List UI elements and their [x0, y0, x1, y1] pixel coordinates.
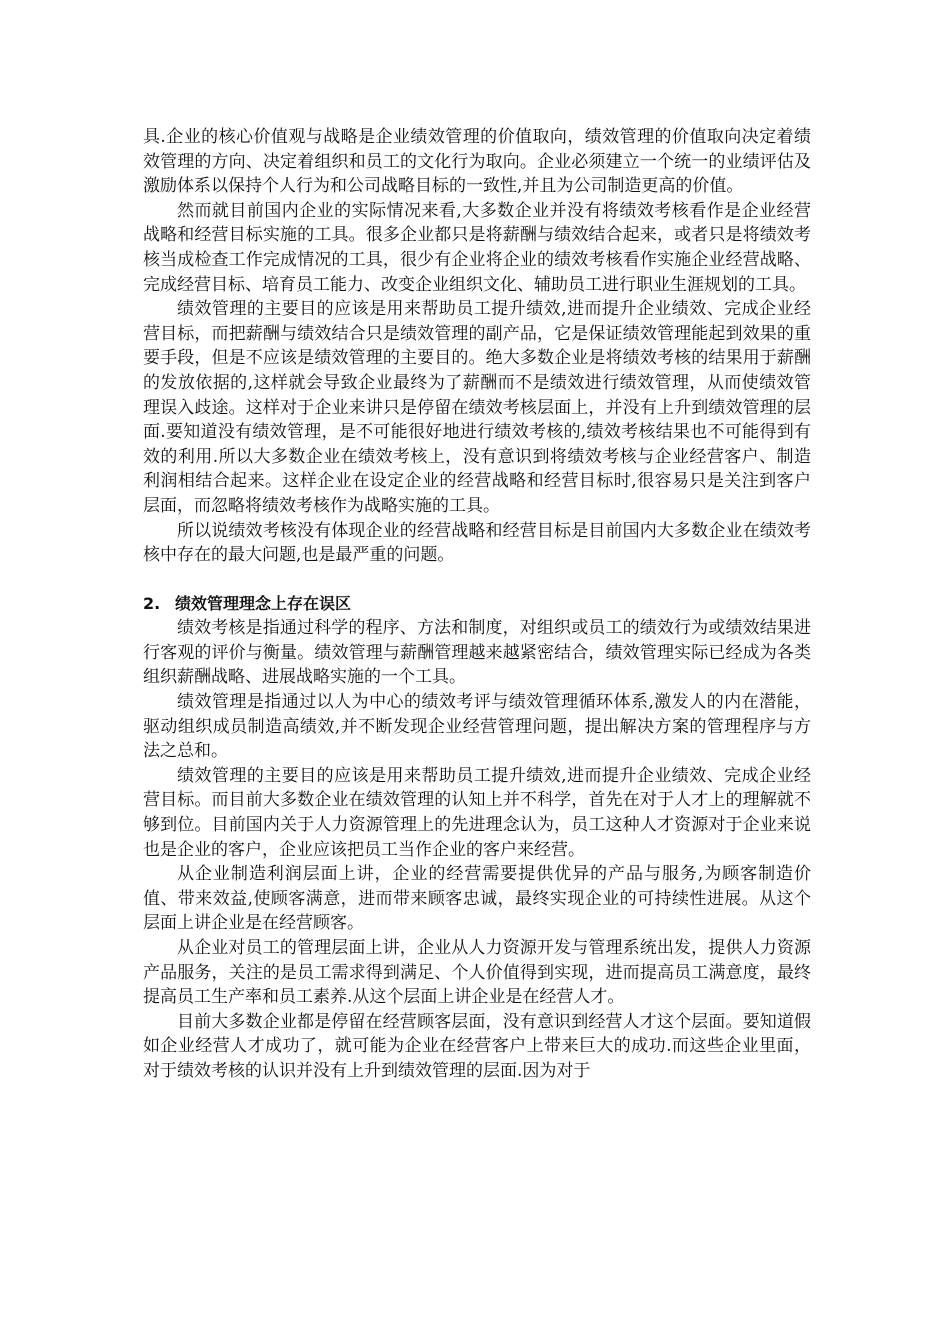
- paragraph: 从企业对员工的管理层面上讲，企业从人力资源开发与管理系统出发，提供人力资源产品服务，关注的是员工需求得到满足、个人价值得到实现，进而提高员工满意度，最终提高员工生产率和员工素养.从这个层面上讲企业是在经营人才。: [143, 938, 811, 1008]
- section-heading: [143, 592, 811, 617]
- paragraph: 然而就目前国内企业的实际情况来看,大多数企业并没有将绩效考核看作是企业经营战略和经营目标实施的工具。很多企业都只是将薪酬与绩效结合起来，或者只是将绩效考核当成检查工作完成情况的工具，很少有企业将企业的绩效考核看作实施企业经营战略、完成经营目标、培育员工能力、改变企业组织文化、辅助员工进行职业生涯规划的工具。: [143, 200, 811, 295]
- paragraph-continuation: 具.企业的核心价值观与战略是企业绩效管理的价值取向，绩效管理的价值取向决定着绩效管理的方向、决定着组织和员工的文化行为取向。企业必须建立一个统一的业绩评估及激励体系以保持个人行为和公司战略目标的一致性,并且为公司制造更高的价值。: [143, 127, 811, 197]
- document-body: [143, 125, 811, 1084]
- paragraph: 绩效管理的主要目的应该是用来帮助员工提升绩效,进而提升企业绩效、完成企业经营目标，而把薪酬与绩效结合只是绩效管理的副产品，它是保证绩效管理能起到效果的重要手段，但是不应该是绩效管理的主要目的。绝大多数企业是将绩效考核的结果用于薪酬的发放依据的,这样就会导致企业最终为了薪酬而不是绩效进行绩效管理，从而使绩效管理误入歧途。这样对于企业来讲只是停留在绩效考核层面上，并没有上升到绩效管理的层面.要知道没有绩效管理，是不可能很好地进行绩效考核的,绩效考核结果也不可能得到有效的利用.所以大多数企业在绩效考核上，没有意识到将绩效考核与企业经营客户、制造利润相结合起来。这样企业在设定企业的经营战略和经营目标时,很容易只是关注到客户层面，而忽略将绩效考核作为战略实施的工具。: [143, 299, 811, 516]
- paragraph: 绩效管理的主要目的应该是用来帮助员工提升绩效,进而提升企业绩效、完成企业经营目标。而目前大多数企业在绩效管理的认知上并不科学，首先在对于人才上的理解就不够到位。目前国内关于人力资源管理上的先进理念认为，员工这种人才资源对于企业来说也是企业的客户，企业应该把员工当作企业的客户来经营。: [143, 765, 811, 860]
- paragraph: 绩效考核是指通过科学的程序、方法和制度，对组织或员工的绩效行为或绩效结果进行客观的评价与衡量。绩效管理与薪酬管理越来越紧密结合，绩效管理实际已经成为各类组织薪酬战略、进展战略实施的一个工具。: [143, 618, 811, 688]
- section-title: 绩效管理理念上存在误区: [175, 593, 352, 613]
- paragraph: 所以说绩效考核没有体现企业的经营战略和经营目标是目前国内大多数企业在绩效考核中存在的最大问题,也是最严重的问题。: [143, 520, 811, 566]
- paragraph: 绩效管理是指通过以人为中心的绩效考评与绩效管理循环体系,激发人的内在潜能，驱动组织成员制造高绩效,并不断发现企业经营管理问题，提出解决方案的管理程序与方法之总和。: [143, 692, 811, 762]
- paragraph: 从企业制造利润层面上讲，企业的经营需要提供优异的产品与服务,为顾客制造价值、带来效益,使顾客满意，进而带来顾客忠诚，最终实现企业的可持续性进展。从这个层面上讲企业是在经营顾客。: [143, 864, 811, 934]
- section-number: 2.: [143, 593, 161, 613]
- paragraph: 目前大多数企业都是停留在经营顾客层面，没有意识到经营人才这个层面。要知道假如企业经营人才成功了，就可能为企业在经营客户上带来巨大的成功.而这些企业里面，对于绩效考核的认识并没有上升到绩效管理的层面.因为对于: [143, 1011, 811, 1081]
